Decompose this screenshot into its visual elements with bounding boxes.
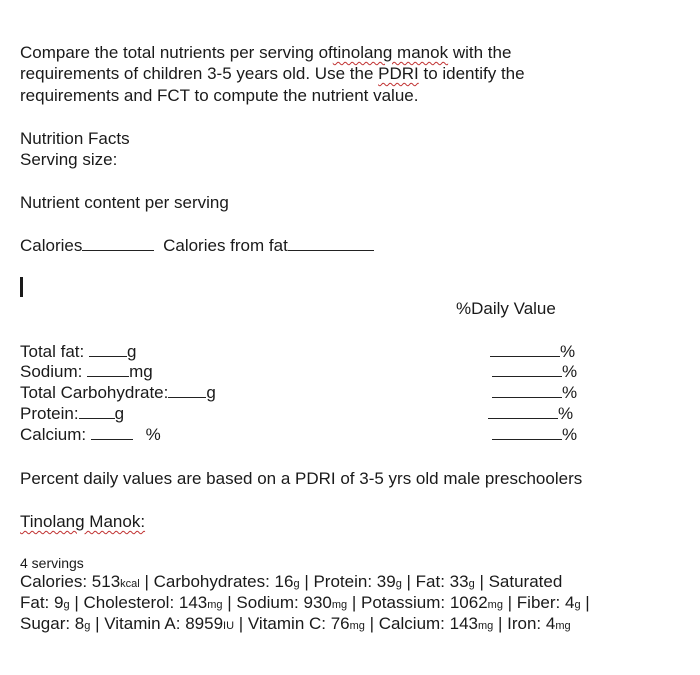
intro-line-2	[20, 64, 525, 84]
nutrient-text: | Iron: 4	[493, 614, 556, 633]
daily-value-row-sodium	[492, 362, 577, 382]
nutrient-unit: kcal	[120, 578, 140, 590]
percent-sign: %	[562, 425, 578, 444]
recipe-servings: 4 servings	[20, 555, 84, 571]
nutrient-value-blank[interactable]	[87, 362, 129, 377]
text-cursor	[20, 277, 23, 297]
nutrient-unit: g	[127, 342, 137, 361]
intro-text: to identify the	[418, 64, 525, 83]
daily-value-header: %Daily Value	[456, 299, 556, 318]
calories-from-fat-label: Calories from fat	[163, 236, 288, 255]
daily-value-blank[interactable]	[492, 383, 562, 398]
nutrient-unit: g	[63, 599, 70, 611]
nutrient-row-sodium	[20, 362, 153, 382]
intro-text: requirements of children 3-5 years old. Use the	[20, 64, 379, 83]
pdri-term: PDRI	[378, 64, 419, 83]
nutrient-unit: g	[293, 578, 300, 590]
percent-sign: %	[562, 383, 578, 402]
nutrient-text: |	[580, 593, 590, 612]
intro-line-3: requirements and FCT to compute the nutrient value.	[20, 86, 419, 105]
daily-value-row-total-fat	[490, 342, 575, 362]
nutrient-text: Sugar: 8	[20, 614, 85, 633]
nutrient-text: | Fat: 33	[401, 572, 469, 591]
calories-blank[interactable]	[82, 236, 154, 251]
nutrient-unit: g	[206, 383, 216, 402]
recipe-name: Tinolang Manok:	[20, 512, 146, 531]
calories-from-fat-blank[interactable]	[288, 236, 374, 251]
recipe-line-1	[20, 572, 562, 594]
daily-value-row-protein	[488, 404, 573, 424]
intro-text: Compare the total nutrients per serving of	[20, 43, 333, 62]
nutrient-content-label: Nutrient content per serving	[20, 193, 229, 212]
percent-sign: %	[558, 404, 574, 423]
nutrient-unit: g	[395, 578, 402, 590]
nutrient-text: | Vitamin C: 76	[234, 614, 350, 633]
daily-value-row-calcium	[492, 425, 577, 445]
nutrient-text: | Vitamin A: 8959	[90, 614, 224, 633]
nutrient-text: | Cholesterol: 143	[69, 593, 208, 612]
nutrient-unit: IU	[223, 620, 235, 632]
daily-value-blank[interactable]	[492, 362, 562, 377]
daily-value-blank[interactable]	[490, 342, 560, 357]
nutrient-text: | Saturated	[474, 572, 563, 591]
nutrient-unit: mg	[478, 620, 494, 632]
recipe-title	[20, 512, 145, 532]
nutrient-value-blank[interactable]	[91, 425, 133, 440]
nutrient-text: | Carbohydrates: 16	[139, 572, 294, 591]
nutrient-label: Total Carbohydrate:	[20, 383, 169, 402]
serving-size-label: Serving size:	[20, 150, 118, 169]
nutrient-unit: mg	[555, 620, 571, 632]
percent-sign: %	[562, 362, 578, 381]
nutrient-unit: mg	[207, 599, 223, 611]
intro-text: with the	[448, 43, 512, 62]
dish-name-inline: tinolang manok	[332, 43, 449, 62]
nutrient-text: | Calcium: 143	[364, 614, 478, 633]
nutrient-unit: mg	[487, 599, 503, 611]
recipe-line-2	[20, 593, 590, 615]
basis-note: Percent daily values are based on a PDRI of 3-5 yrs old male preschoolers	[20, 469, 583, 488]
daily-value-blank[interactable]	[488, 404, 558, 419]
calories-label: Calories	[20, 236, 83, 255]
nutrient-label: Calcium:	[20, 425, 87, 444]
percent-sign: %	[560, 342, 576, 361]
nutrition-facts-title: Nutrition Facts	[20, 129, 130, 148]
daily-value-blank[interactable]	[492, 425, 562, 440]
nutrient-text: | Protein: 39	[299, 572, 396, 591]
nutrient-unit: mg	[129, 362, 153, 381]
nutrient-label: Sodium:	[20, 362, 83, 381]
calories-row	[20, 236, 374, 256]
nutrient-text: | Sodium: 930	[222, 593, 332, 612]
nutrient-text: | Fiber: 4	[502, 593, 575, 612]
nutrient-value-blank[interactable]	[168, 383, 206, 398]
nutrient-row-calcium	[20, 425, 161, 445]
nutrient-row-protein	[20, 404, 124, 424]
nutrient-value-blank[interactable]	[89, 342, 127, 357]
nutrient-unit: mg	[331, 599, 348, 611]
nutrient-value-blank[interactable]	[79, 404, 115, 419]
nutrient-unit: g	[468, 578, 475, 590]
nutrient-text: Calories: 513	[20, 572, 121, 591]
nutrient-text: | Potassium: 1062	[347, 593, 488, 612]
intro-line-1	[20, 43, 511, 63]
nutrient-unit: g	[114, 404, 125, 423]
nutrient-text: Fat: 9	[20, 593, 64, 612]
nutrient-unit: %	[145, 425, 161, 444]
recipe-line-3	[20, 614, 571, 636]
nutrient-unit: mg	[349, 620, 365, 632]
daily-value-row-total-carbohydrate	[492, 383, 577, 403]
nutrient-row-total-carbohydrate	[20, 383, 216, 403]
nutrient-unit: g	[84, 620, 91, 632]
nutrient-label: Protein:	[20, 404, 79, 423]
nutrient-row-total-fat	[20, 342, 136, 362]
nutrient-unit: g	[574, 599, 581, 611]
nutrient-label: Total fat:	[20, 342, 85, 361]
